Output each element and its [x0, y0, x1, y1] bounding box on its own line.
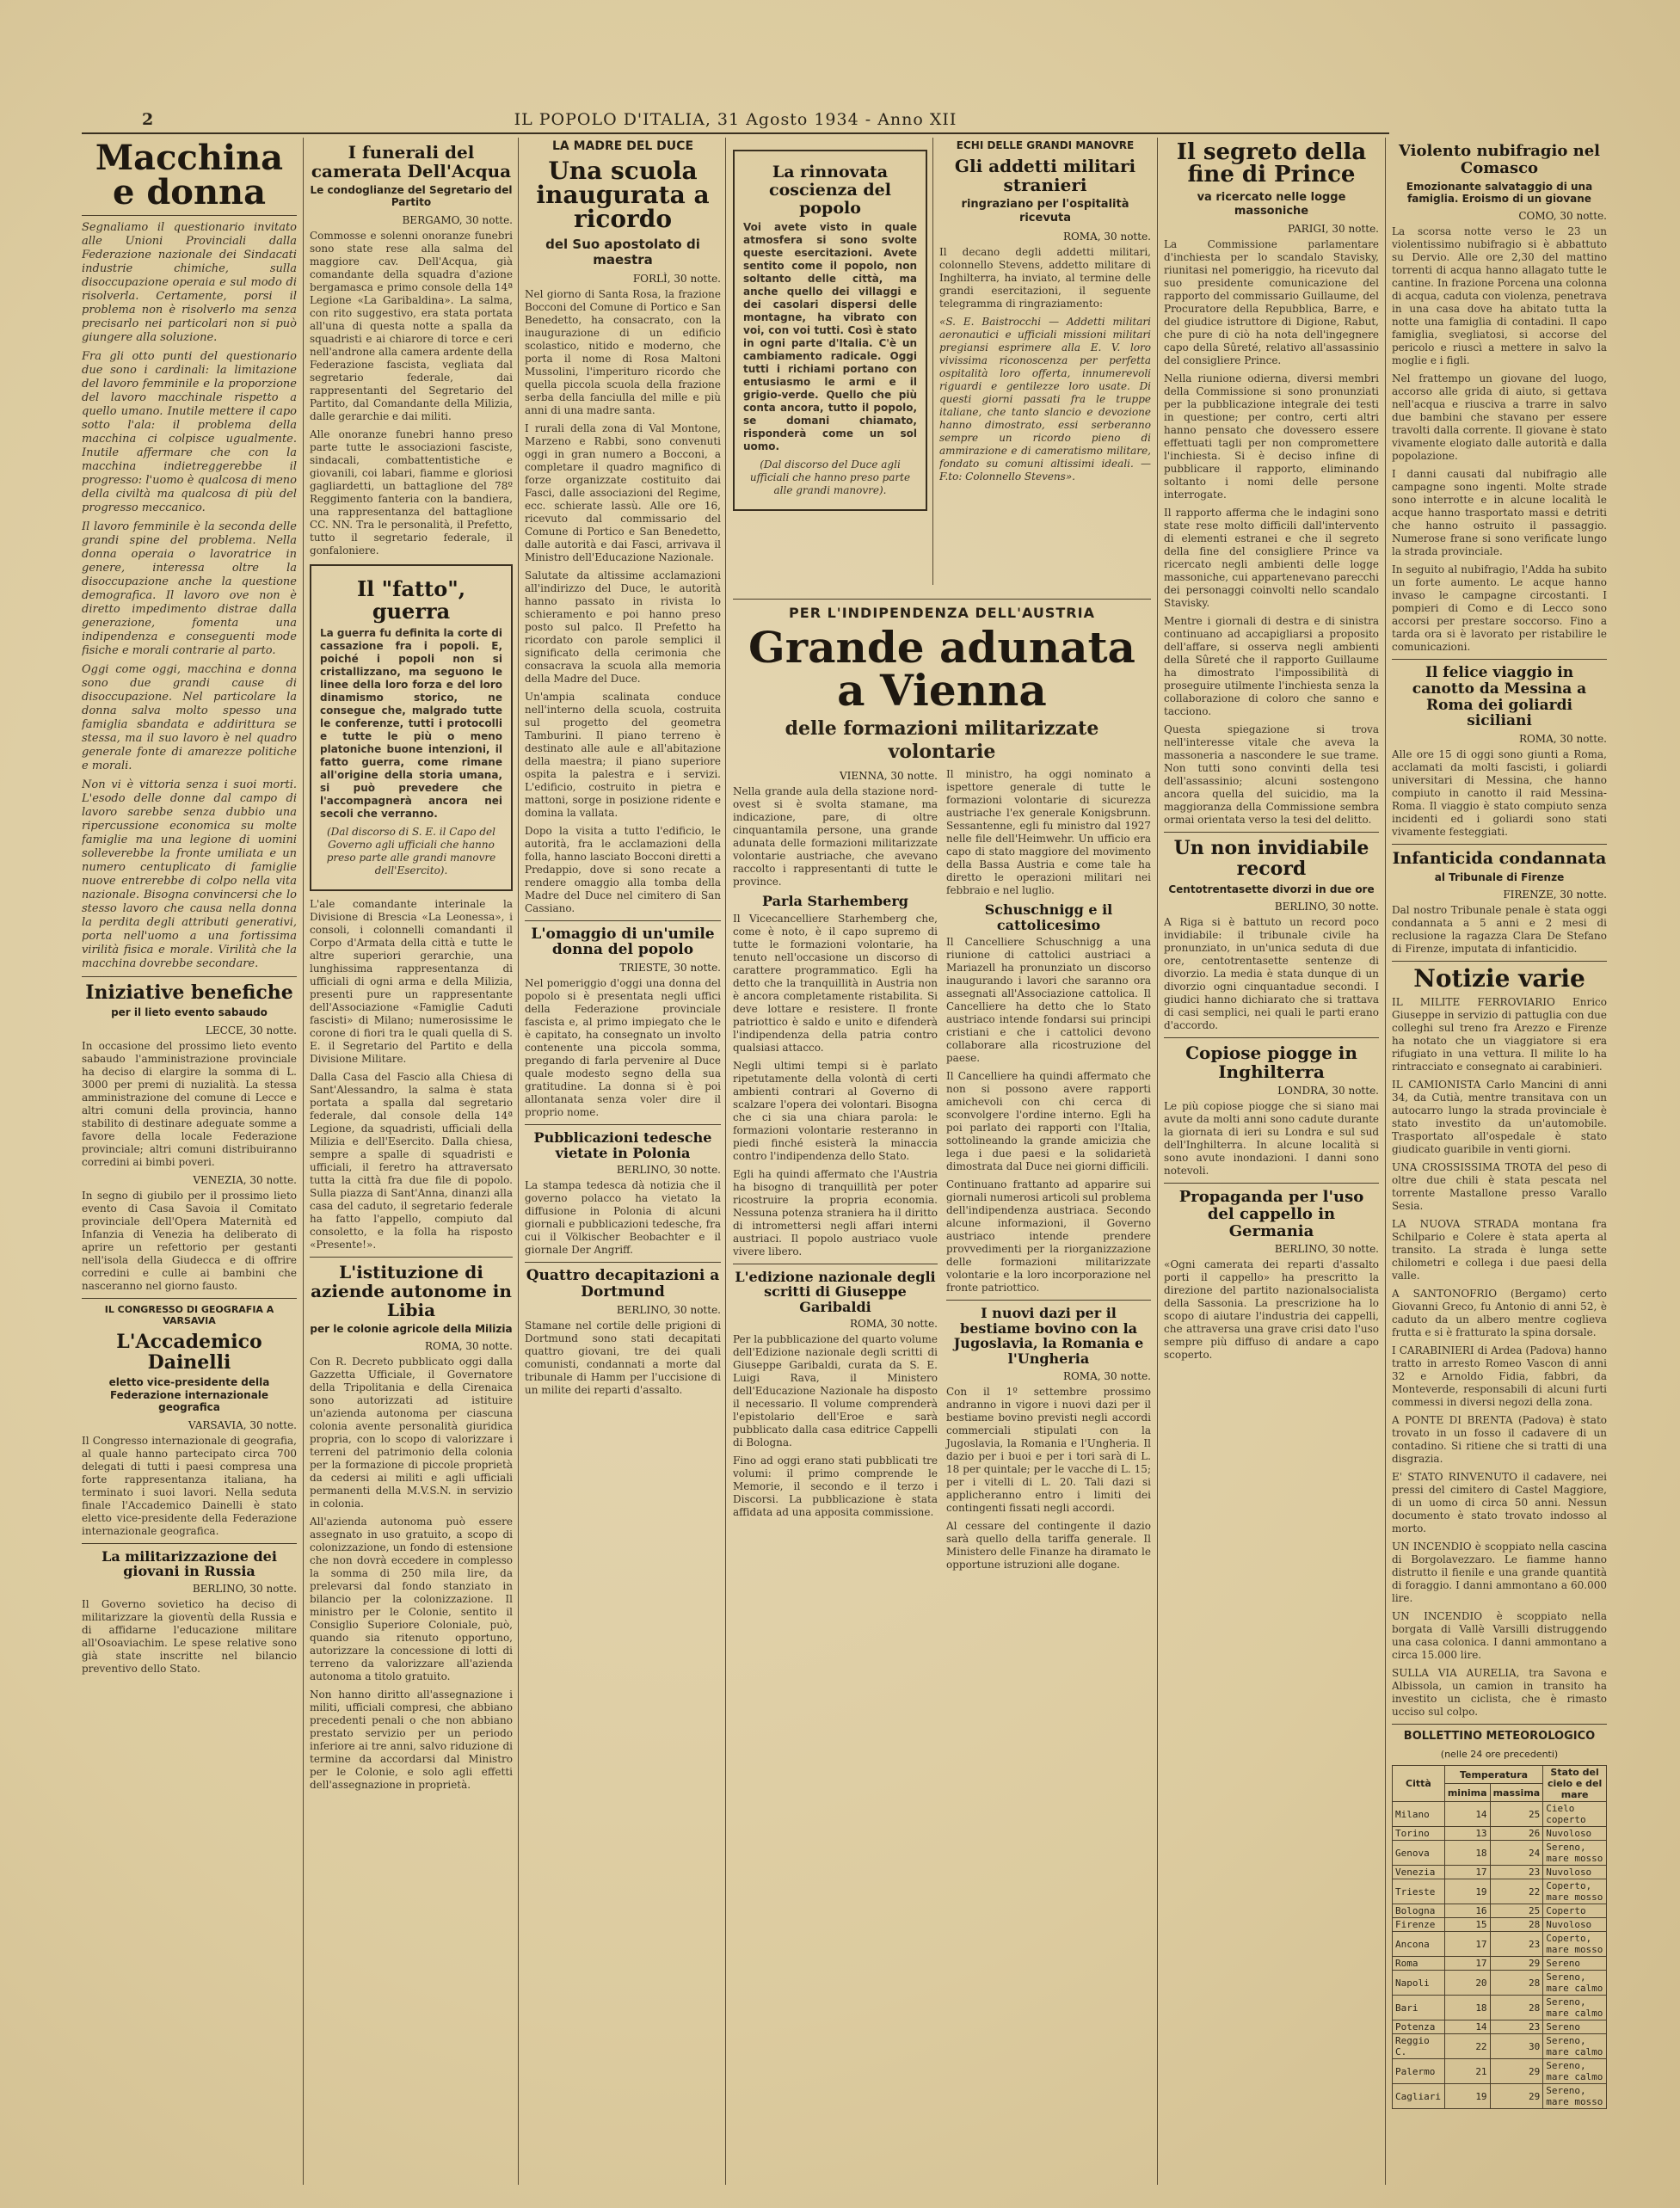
meteo-city: Ancona	[1393, 1932, 1445, 1957]
paragraph: Dalla Casa del Fascio alla Chiesa di Sant'Alessandro, la salma è stata portata a spalla dal segretario federale, dal console della 14ª Legione, da squadristi, ufficiali della Milizia e dell'Esercito. Dalla chiesa, sempre a spalle di squadristi e ufficiali, il feretro ha attraversato tutta la città fra due file di popolo. Sulla piazza di Sant'Anna, dinanzi alla casa del caduto, il segretario federale ha fatto l'appello, compiuto dal consoletto, e la folla ha risposto «Presente!».	[310, 1070, 513, 1251]
meteo-col-state: Stato del cielo e del mare	[1543, 1766, 1607, 1802]
headline: L'Accademico Dainelli	[116, 1330, 262, 1375]
dateline: LONDRA, 30 notte.	[1277, 1084, 1379, 1097]
quote-box	[733, 150, 927, 511]
paragraph: Il Congresso internazionale di geografia, al quale hanno partecipato circa 700 delegati di tutti i paesi compresa una forte rappresentanza italiana, ha terminato i suoi lavori. Nella seduta finale l'Accademico Dainelli è stato eletto vice-presidente della Federazione internazionale geografica.	[82, 1434, 297, 1537]
meteo-city: Milano	[1393, 1802, 1445, 1827]
paragraph: Continuano frattanto ad apparire sui giornali numerosi articoli sul problema dell'indipendenza austriaca. Secondo alcune informazioni, il Governo austriaco intende prendere provvedimenti per la riorganizzazione delle formazioni militarizzate volontarie e la loro incorporazione nel fronte patriottico.	[946, 1178, 1151, 1295]
subheadline: delle formazioni militarizzate volontarie	[785, 717, 1099, 763]
meteo-max: 24	[1490, 1841, 1543, 1866]
news-item: E' STATO RINVENUTO il cadavere, nei pressi del cimitero di Castel Maggiore, di un uomo di circa 50 anni. Nessun documento è stato trovato indosso al morto.	[1392, 1471, 1607, 1535]
kicker: ECHI DELLE GRANDI MANOVRE	[956, 139, 1135, 151]
headline: Quattro decapitazioni a Dortmund	[526, 1267, 720, 1301]
paragraph: La stampa tedesca dà notizia che il governo polacco ha vietato la diffusione in Polonia di alcuni giornali e pubblicazioni tedesche, fra cui il Völkischer Beobachter e il giornale Der Angriff.	[525, 1179, 721, 1257]
kicker: LA MADRE DEL DUCE	[551, 139, 694, 153]
dateline: COMO, 30 notte.	[1518, 210, 1607, 223]
dateline: ROMA, 30 notte.	[1518, 733, 1607, 746]
meteo-row	[1393, 1879, 1607, 1904]
column-rule	[1157, 138, 1158, 2185]
paragraph: Al cessare del contingente il dazio sarà quello della tariffa generale. Il Ministero delle Finanze ha diramato le opportune istruzioni alle dogane.	[946, 1519, 1151, 1571]
headline: L'edizione nazionale degli scritti di Giuseppe Garibaldi	[735, 1268, 936, 1315]
column-rule	[1385, 138, 1386, 2185]
meteo-state: Sereno	[1543, 1957, 1607, 1971]
page-number: 2	[142, 110, 155, 129]
section-heading: Parla Starhemberg	[762, 892, 908, 909]
paragraph: Fra gli otto punti del questionario due sono i cardinali: la limitazione del lavoro femminile e la proporzione del lavoro macchinale rispetto a quello umano. Inutile mettere il capo sotto l'ala: il problema della macchina ci colpisce ugualmente. Inutile affermare che con la macchina indietreggerebbe il progresso: l'uomo è qualcosa di meno della civiltà ma qualcosa di più del progresso meccanico.	[82, 350, 297, 514]
paragraph: Nel pomeriggio d'oggi una donna del popolo si è presentata negli uffici della Federazione provinciale fascista e, al primo impiegato che le è capitato, ha consegnato un involto contenente una piccola somma, pregando di farla pervenire al Duce quale modesto segno della sua gratitudine. La donna si è poi allontanata senza voler dire il proprio nome.	[525, 977, 721, 1119]
paragraph: La scorsa notte verso le 23 un violentissimo nubifragio si è abbattuto su Dervio. Alle ore 2,30 del mattino torrenti di acqua hanno allagato tutte le cantine. In frazione Porcena una colonna di acqua, caduta con violenza, penetrava in una casa dove ha abitato tutta la notte una famiglia di contadini. Il capo famiglia, svegliatosi, si accorse del pericolo e riuscì a mettere in salvo la moglie e i figli.	[1392, 225, 1607, 367]
meteo-min: 17	[1444, 1932, 1490, 1957]
paragraph: Per la pubblicazione del quarto volume dell'Edizione nazionale degli scritti di Giuseppe Garibaldi, curata da S. E. Luigi Rava, il Ministero dell'Educazione Nazionale ha disposto il necessario. Il volume comprenderà l'epistolario dell'Eroe e sarà pubblicato dalla casa editrice Cappelli di Bologna.	[733, 1333, 938, 1449]
subheadline: Emozionante salvataggio di una famiglia. Eroismo di un giovane	[1406, 180, 1593, 205]
meteo-min: 18	[1444, 1996, 1490, 2020]
meteo-row	[1393, 1957, 1607, 1971]
paragraph: Dopo la visita a tutto l'edificio, le autorità, fra le acclamazioni della folla, hanno lasciato Bocconi diretti a Predappio, dove si sono recate a rendere omaggio alla tomba della Madre del Duce nel cimitero di San Cassiano.	[525, 824, 721, 914]
dateline: BERLINO, 30 notte.	[616, 1303, 721, 1316]
meteo-city: Trieste	[1393, 1879, 1445, 1904]
dateline: BERLINO, 30 notte.	[616, 1164, 721, 1177]
meteo-min: 14	[1444, 1802, 1490, 1827]
news-item: A PONTE DI BRENTA (Padova) è stato trovato in un fosso il cadavere di un contadino. Si ritiene che si tratti di una disgrazia.	[1392, 1414, 1607, 1466]
paragraph: Dal nostro Tribunale penale è stata oggi condannata a 5 anni e 2 mesi di reclusione la ragazza Clara De Stefano di Firenze, imputata di infanticidio.	[1392, 904, 1607, 956]
column-rule	[518, 138, 519, 2185]
headline: Violento nubifragio nel Comasco	[1398, 142, 1601, 177]
meteo-min: 17	[1444, 1957, 1490, 1971]
meteo-row	[1393, 1918, 1607, 1932]
meteo-min: 19	[1444, 2084, 1490, 2109]
headline: Il felice viaggio in canotto da Messina a Roma dei goliardi siciliani	[1412, 664, 1587, 730]
meteo-col-min: minima	[1444, 1784, 1490, 1802]
dateline: TRIESTE, 30 notte.	[619, 962, 721, 975]
dateline: BERGAMO, 30 notte.	[402, 213, 513, 226]
notizie-list	[1392, 996, 1607, 1719]
meteo-max: 23	[1490, 2020, 1543, 2034]
meteo-heading: BOLLETTINO METEOROLOGICO	[1403, 1730, 1596, 1744]
subheadline: va ricercato nelle logge massoniche	[1197, 191, 1346, 218]
meteo-min: 16	[1444, 1904, 1490, 1918]
headline: I funerali del camerata Dell'Acqua	[311, 142, 512, 181]
paragraph: Stamane nel cortile delle prigioni di Dortmund sono stati decapitati quattro giovani, tre dei quali comunisti, condannati a morte dal tribunale di Hamm per l'uccisione di un milite dei reparti d'assalto.	[525, 1319, 721, 1396]
paragraph: Questa spiegazione si trova nell'interesse vitale che aveva la massoneria a nascondere le sue trame. Non tutti sono convinti della tesi dell'assassinio; alcuni sostengono ancora quella del suicidio, ma la maggioranza della Commissione sembra ormai orientata verso la tesi del delitto.	[1164, 723, 1379, 827]
paragraph: Il Cancelliere Schuschnigg a una riunione di cattolici austriaci a Mariazell ha pronunziato un discorso inaugurando i lavori che saranno ora assegnati all'Associazione cattolica. Il Cancelliere ha detto che lo Stato austriaco intende fondarsi sui principi cristiani e che i cattolici devono collaborare alla ricostruzione del paese.	[946, 936, 1151, 1065]
paragraph: Alle onoranze funebri hanno preso parte tutte le associazioni fasciste, sindacali, combattentistiche e giovanili, coi labari, fiamme e gloriosi gagliardetti, un battaglione del 78º Reggimento fanteria con la bandiera, una rappresentanza del battaglione CC. NN. Tra le personalità, il Prefetto, tutto il segretario federale, il gonfaloniere.	[310, 427, 513, 557]
paragraph: Non vi è vittoria senza i suoi morti. L'esodo delle donne dal campo di lavoro sarebbe senza dubbio una ripercussione economica su molte famiglie ma una legione di uomini solleverebbe la fronte umiliata e un numero centuplicato di famiglie nuove entrerebbe di colpo nella vita nazionale. Bisogna convincersi che lo stesso lavoro che causa nella donna la perdita degli attributi generativi, porta nell'uomo a una fortissima virilità fisica e morale. Virilità che la macchina dovrebbe secondare.	[82, 778, 297, 970]
paragraph: Nel giorno di Santa Rosa, la frazione Bocconi del Comune di Portico e San Benedetto, ha consacrato, con la inaugurazione di un edificio scolastico, nitido e moderno, che porta il nome di Rosa Maltoni Mussolini, l'imperituro ricordo che quella piccola scuola della frazione serba della fanciulla del mille e più anni di una madre santa.	[525, 287, 721, 416]
paragraph: Negli ultimi tempi si è parlato ripetutamente della volontà di certi ambienti contrari al Governo di scalzare l'opera dei volontari. Bisogna che ci sia una chiara parola: le formazioni volontarie resteranno in piedi finché esisterà la minaccia contro l'indipendenza dello Stato.	[733, 1059, 938, 1162]
news-item: UN INCENDIO è scoppiato nella borgata di Vallè Varsilli distruggendo una casa colonica. I danni ammontano a circa 15.000 lire.	[1392, 1610, 1607, 1662]
paragraph: Mentre i giornali di destra e di sinistra continuano ad accapigliarsi a proposito dell'affare, si osserva negli ambienti della Sûreté che il rapporto Guillaume ha dimostrato l'impossibilità di proseguire utilmente l'inchiesta senza la collaborazione di coloro che sanno e tacciono.	[1164, 615, 1379, 718]
paragraph: Nella grande aula della stazione nord-ovest si è svolta stamane, ma indicazione, pare, di oltre cinquantamila persone, una grande adunata delle formazioni militarizzate volontarie austriache, che avevano raccolto i rappresentanti di tutte le province.	[733, 784, 938, 888]
paragraph: Le più copiose piogge che si siano mai avute da molti anni sono cadute durante la giornata di ieri su Londra e sul sud dell'Inghilterra. In alcune località si sono avute inondazioni. I danni sono notevoli.	[1164, 1099, 1379, 1177]
subheadline: Centotrentasette divorzi in due ore	[1168, 883, 1375, 895]
meteo-max: 23	[1490, 1866, 1543, 1879]
meteo-body	[1393, 1802, 1607, 2109]
dateline: ROMA, 30 notte.	[1062, 1369, 1151, 1382]
masthead	[82, 110, 1389, 134]
paragraph: «Ogni camerata dei reparti d'assalto porti il cappello» ha prescritto la direzione del partito nazionalsocialista della Sassonia. La prescrizione ha lo scopo di aiutare l'industria dei cappelli, che attraversa una grave crisi dato l'uso sempre più diffuso di andare a capo scoperto.	[1164, 1258, 1379, 1362]
column-addetti-militari	[939, 138, 1151, 585]
dateline: BERLINO, 30 notte.	[1274, 900, 1379, 913]
headline: Una scuola inaugurata a ricordo	[536, 156, 710, 233]
paragraph: Fino ad oggi erano stati pubblicati tre volumi: il primo comprende le Memorie, il secondo e il terzo i Discorsi. La pubblicazione è stata affidata ad una apposita commissione.	[733, 1455, 938, 1519]
paragraph: La Commissione parlamentare d'inchiesta per lo scandalo Stavisky, riunitasi nel pomeriggio, ha ricevuto dal suo presidente comunicazione del rapporto del commissario Guillaume, del Procuratore della Repubblica, Barre, e del giudice istruttore di Digione, Rabut, che pure di ciò ha nota dell'ingegnere capo della Sûreté, relativo all'assassinio del consigliere Prince.	[1164, 238, 1379, 367]
paragraph: Nella riunione odierna, diversi membri della Commissione si sono pronunziati per la pubblicazione integrale dei testi in questione; per contro, certi altri hanno pensato che dovessero essere effettuati tagli per non compromettere l'inchiesta. Si è deciso infine di pubblicare il rapporto, eliminando soltanto i nomi delle persone interrogate.	[1164, 372, 1379, 501]
meteo-city: Firenze	[1393, 1918, 1445, 1932]
paragraph: Il lavoro femminile è la seconda delle grandi spine del problema. Nella donna operaia o lavoratrice in genere, interessa oltre la disoccupazione anche la questione demografica. Il lavoro ove non è diretto impedimento distrae dalla generazione, fomenta una indipendenza e conseguenti mode fisiche e morali contrarie al parto.	[82, 520, 297, 657]
section-heading: Schuschnigg e il cattolicesimo	[984, 901, 1113, 933]
headline: L'istituzione di aziende autonome in Libia	[311, 1261, 512, 1320]
meteo-city: Torino	[1393, 1827, 1445, 1841]
meteo-row	[1393, 1996, 1607, 2020]
meteo-max: 25	[1490, 1802, 1543, 1827]
column-prince	[1164, 138, 1379, 2185]
paragraph: L'ale comandante interinale la Divisione di Brescia «La Leonessa», i consoli, i colonnelli comandanti il Corpo d'Armata della città e tutte le altre superiori gerarchie, una lunghissima rappresentanza di ufficiali di ogni arma e della Milizia, presenti pure un rappresentante dell'Associazione «Famiglie Caduti fascisti» di Milano; numerosissime le corone di fiori tra le quali quella di S. E. il Segretario del Partito e della Divisione Militare.	[310, 897, 513, 1065]
meteo-state: Sereno, mare calmo	[1543, 1971, 1607, 1996]
meteo-col-city: Città	[1393, 1766, 1445, 1802]
meteo-state: Cielo coperto	[1543, 1802, 1607, 1827]
paragraph: Con R. Decreto pubblicato oggi dalla Gazzetta Ufficiale, il Governatore della Tripolitania e della Cirenaica sono autorizzati ad istituire un'azienda autonoma per ciascuna colonia avente personalità giuridica propria, con lo scopo di valorizzare i terreni del patrimonio della colonia per la formazione di piccole proprietà da cedersi ai militi e agli ufficiali permanenti della M.V.S.N. in servizio in colonia.	[310, 1355, 513, 1510]
meteo-min: 22	[1444, 2034, 1490, 2059]
meteo-min: 17	[1444, 1866, 1490, 1879]
meteo-min: 18	[1444, 1841, 1490, 1866]
news-item: SULLA VIA AURELIA, tra Savona e Albissola, un camion in transito ha investito un ciclista, che è rimasto ucciso sul colpo.	[1392, 1667, 1607, 1719]
meteo-state: Coperto, mare mosso	[1543, 1879, 1607, 1904]
paragraph: Non hanno diritto all'assegnazione i militi, ufficiali compresi, che abbiano precedenti penali o che non abbiano prestato servizio per un periodo inferiore ai tre anni, salvo riduzione di termine da accordarsi dal Ministro per le Colonie, e solo agli effetti dell'assegnazione in proprietà.	[310, 1688, 513, 1791]
headline: Grande adunata a Vienna	[748, 622, 1135, 717]
meteo-city: Palermo	[1393, 2059, 1445, 2084]
column-rule	[725, 138, 726, 2185]
paragraph: In segno di giubilo per il prossimo lieto evento di Casa Savoia il Comitato provinciale dell'Opera Maternità ed Infanzia di Venezia ha deliberato di aprire un refettorio per gestanti nell'isola della Giudecca e di offrire corredini e culle ai bambini che nasceranno nel giorno fausto.	[82, 1189, 297, 1292]
meteo-max: 29	[1490, 2059, 1543, 2084]
section-vienna	[733, 594, 1151, 2185]
paragraph: Segnaliamo il questionario invitato alle Unioni Provinciali dalla Federazione nazionale dei Sindacati industrie chimiche, sulla disoccupazione operaia e sul modo di risolverla. Certamente, porsi il problema non è risolverlo ma senza precisarlo nei particolari non si può giungere alla soluzione.	[82, 221, 297, 344]
meteo-row	[1393, 1904, 1607, 1918]
meteo-row	[1393, 1841, 1607, 1866]
subheadline: per le colonie agricole della Milizia	[310, 1322, 513, 1335]
subheadline: al Tribunale di Firenze	[1434, 871, 1565, 884]
subheadline: Le condoglianze del Segretario del Partito	[310, 184, 513, 209]
box-text: Voi avete visto in quale atmosfera si sono svolte queste esercitazioni. Avete sentito come il popolo, non soltanto delle città, ma anche quello dei villaggi e dei casolari dispersi delle montagne, ha vibrato con voi, con voi tutti. Così è stato in ogni parte d'Italia. C'è un cambiamento radicale. Oggi tutti i richiami portano con entusiasmo le armi e il grigio-verde. Quello che più conta ancora, tutto il popolo, se domani chiamato, risponderà come un sol uomo.	[743, 220, 917, 452]
meteo-table	[1392, 1765, 1607, 2109]
paragraph: I danni causati dal nubifragio alle campagne sono ingenti. Molte strade sono interrotte e in alcune località le acque hanno trasportato massi e detriti che hanno ostruito il passaggio. Numerose frane si sono verificate lungo la strada provinciale.	[1392, 468, 1607, 558]
meteo-state: Nuvoloso	[1543, 1827, 1607, 1841]
headline: Un non invidiabile record	[1173, 837, 1369, 881]
meteo-state: Sereno, mare calmo	[1543, 2034, 1607, 2059]
headline: Il segreto della fine di Prince	[1176, 139, 1367, 188]
paragraph: Egli ha quindi affermato che l'Austria ha bisogno di tranquillità per poter ricostruire la propria economia. Nessuna potenza straniera ha il diritto di intromettersi negli affari interni austriaci. Il popolo austriaco vuole vivere libero.	[733, 1167, 938, 1258]
dateline: ROMA, 30 notte.	[849, 1318, 938, 1331]
meteo-state: Sereno, mare mosso	[1543, 2084, 1607, 2109]
paragraph: Il Governo sovietico ha deciso di militarizzare la gioventù della Russia e di affidarne l'educazione militare all'Osoaviachim. Le spese relative sono già state inscritte nel bilancio preventivo dello Stato.	[82, 1597, 297, 1675]
column-rule	[932, 138, 933, 585]
paragraph: In seguito al nubifragio, l'Adda ha subito un forte aumento. Le acque hanno invaso le campagne circostanti. I pompieri di Como e di Lecco sono accorsi per prestare soccorso. Fino a tarda ora si è lavorato per ristabilire le comunicazioni.	[1392, 563, 1607, 654]
meteo-max: 30	[1490, 2034, 1543, 2059]
meteo-state: Coperto	[1543, 1904, 1607, 1918]
meteo-row	[1393, 1932, 1607, 1957]
meteo-city: Reggio C.	[1393, 2034, 1445, 2059]
dateline: VIENNA, 30 notte.	[839, 769, 938, 782]
headline: Propaganda per l'uso del cappello in Germania	[1178, 1187, 1364, 1240]
meteo-min: 14	[1444, 2020, 1490, 2034]
column-macchina-e-donna	[82, 138, 297, 2185]
vienna-columns	[733, 768, 1151, 1577]
paragraph: «S. E. Baistrocchi — Addetti militari aeronautici e ufficiali missioni militari pregiansi esprimere alla E. V. loro vivissima riconoscenza per perfetta ospitalità loro offerta, innumerevoli riguardi e gentilezze loro usate. Di questi giorni passati fra le truppe italiane, che tanto slancio e devozione hanno dimostrato, essi serberanno sempre un ricordo pieno di ammirazione e di cameratismo militare, fondato su comuni altissimi ideali. — F.to: Colonnello Stevens».	[939, 315, 1151, 483]
meteo-min: 15	[1444, 1918, 1490, 1932]
paragraph: Oggi come oggi, macchina e donna sono due grandi cause di disoccupazione. Nel particolare la donna salva molto spesso una famiglia sbandata e addirittura se stessa, ma il suo lavoro è nel quadro generale fonte di amarezze politiche e morali.	[82, 663, 297, 772]
meteo-row	[1393, 1802, 1607, 1827]
meteo-max: 28	[1490, 1918, 1543, 1932]
box-caption: (Dal discorso di S. E. il Capo del Governo agli ufficiali che hanno preso parte alle grandi manovre dell'Esercito).	[326, 825, 496, 876]
meteo-row	[1393, 1827, 1607, 1841]
paragraph: Il decano degli addetti militari, colonnello Stevens, addetto militare di Inghilterra, ha inviato, al termine delle grandi esercitazioni, il seguente telegramma di ringraziamento:	[939, 245, 1151, 310]
paragraph: Il rapporto afferma che le indagini sono state rese molto difficili dall'intervento di elementi estranei e che il segreto della fine del consigliere Prince va ricercato negli ambienti delle logge massoniche, cui appartenevano parecchi dei personaggi coinvolti nello scandalo Stavisky.	[1164, 507, 1379, 610]
dateline: PARIGI, 30 notte.	[1288, 223, 1379, 236]
meteo-city: Venezia	[1393, 1866, 1445, 1879]
meteo-max: 29	[1490, 2084, 1543, 2109]
meteo-state: Sereno, mare calmo	[1543, 2059, 1607, 2084]
meteo-row	[1393, 2084, 1607, 2109]
dateline: FIRENZE, 30 notte.	[1503, 889, 1607, 901]
box-text: La guerra fu definita la corte di cassazione fra i popoli. E, poiché i popoli non si cristallizzano, ma seguono le linee della loro forza e del loro dinamismo storico, ne consegue che, malgrado tutte le conferenze, tutti i protocolli e tutte le più o meno platoniche buone intenzioni, il fatto guerra, come rimane all'origine della storia umana, si può prevedere che l'accompagnerà ancora nei secoli che verranno.	[320, 626, 502, 820]
paragraph: Il ministro, ha oggi nominato a ispettore generale di tutte le formazioni volontarie di sicurezza austriache l'ex generale Konigsbrunn. Sessantenne, egli fu ministro dal 1927 nelle file dell'Heimwehr. Un ufficio era capo di stato maggiore del movimento della Bassa Austria e come tale ha diretto le operazioni militari nei febbraio e nel luglio.	[946, 767, 1151, 896]
meteo-row	[1393, 2059, 1607, 2084]
meteo-max: 29	[1490, 1957, 1543, 1971]
news-item: UNA CROSSISSIMA TROTA del peso di oltre due chili è stata pescata nel torrente Mastallone presso Varallo Sesia.	[1392, 1161, 1607, 1213]
meteo-city: Bari	[1393, 1996, 1445, 2020]
headline: Pubblicazioni tedesche vietate in Polonia	[533, 1129, 712, 1161]
dateline: ROMA, 30 notte.	[1062, 230, 1151, 243]
column-madre-del-duce	[525, 138, 721, 2185]
dateline: VARSAVIA, 30 notte.	[188, 1418, 297, 1431]
meteo-state: Sereno	[1543, 2020, 1607, 2034]
headline: Infanticida condannata	[1392, 849, 1607, 869]
meteo-city: Cagliari	[1393, 2084, 1445, 2109]
meteo-min: 20	[1444, 1971, 1490, 1996]
paragraph: I rurali della zona di Val Montone, Marzeno e Rabbi, sono convenuti oggi in gran numero a Bocconi, a completare il quadro magnifico di forze organizzate costituito dai Fasci, dalle associazioni del Regime, ecc. schierate lassù. Alle ore 16, ricevuto dal commissario del Comune di Portico e San Benedetto, dalle autorità e dai Fasci, arrivava il Ministro dell'Educazione Nazionale.	[525, 421, 721, 563]
box-headline: Il "fatto", guerra	[356, 575, 466, 624]
meteo-max: 26	[1490, 1827, 1543, 1841]
vienna-col-left	[733, 768, 938, 1577]
news-item: LA NUOVA STRADA montana fra Schilpario e Colere è stata aperta al transito. La strada è lunga sette chilometri e collega i due paesi della valle.	[1392, 1218, 1607, 1282]
meteo-min: 13	[1444, 1827, 1490, 1841]
headline: Copiose piogge in Inghilterra	[1185, 1042, 1357, 1082]
subheadline: del Suo apostolato di maestra	[545, 236, 700, 268]
masthead-title: IL POPOLO D'ITALIA, 31 Agosto 1934 - Anno XII	[514, 110, 957, 129]
column-rule	[303, 138, 304, 2185]
headline: I nuovi dazi per il bestiame bovino con la Jugoslavia, la Romania e l'Ungheria	[953, 1305, 1144, 1367]
column-nubifragio	[1392, 138, 1607, 2185]
quote-box	[310, 564, 513, 891]
meteo-row	[1393, 2034, 1607, 2059]
column-funerali	[310, 138, 513, 2185]
kicker: PER L'INDIPENDENZA DELL'AUSTRIA	[789, 605, 1095, 621]
meteo-max: 28	[1490, 1971, 1543, 1996]
headline: Macchina e donna	[95, 138, 284, 212]
paragraph: Il Cancelliere ha quindi affermato che non si possono avere rapporti amichevoli con chi cerca di sconvolgere l'ordine interno. Egli ha poi parlato dei rapporti con l'Italia, sottolineando la grande amicizia che lega i due paesi e la solidarietà dimostrata dal Duce nei giorni difficili.	[946, 1070, 1151, 1173]
subheadline: eletto vice-presidente della Federazione internazionale geografica	[108, 1376, 270, 1414]
paragraph: Commosse e solenni onoranze funebri sono state rese alla salma del maggiore cav. Dell'Acqua, già comandante della squadra d'azione bergamasca e primo console della 14ª Legione «La Garibaldina». La salma, con rito suggestivo, era stata portata all'una di questa notte a spalla da squadristi e ai chiarore di torce e ceri nell'androne alla camera ardente della Federazione fascista, vegliata dal segretario federale, dai rappresentanti del Segretario del Partito, dal Comandante della Milizia, dalle gerarchie e dai militi.	[310, 229, 513, 422]
meteo-row	[1393, 1971, 1607, 1996]
paragraph: All'azienda autonoma può essere assegnato in uso gratuito, a scopo di colonizzazione, un fondo di estensione che non dovrà eccedere in complesso la somma di 250 mila lire, da prelevarsi dal fondo stanziato in bilancio per la colonizzazione. Il ministro per le Colonie, sentito il Consiglio Superiore Coloniale, può, quando sia ritenuto opportuno, autorizzare la concessione di lotti di terreno da valorizzare all'azienda autonoma a titolo gratuito.	[310, 1515, 513, 1682]
meteo-max: 25	[1490, 1904, 1543, 1918]
column-rinnovata-coscienza	[733, 138, 927, 585]
news-item: IL MILITE FERROVIARIO Enrico Giuseppe in servizio di pattuglia con due colleghi sul treno fra Arezzo e Firenze ha notato che un viaggiatore si era rifugiato in una vettura. Il milite lo ha rintracciato e consegnato ai carabinieri.	[1392, 996, 1607, 1073]
vienna-col-right	[946, 768, 1151, 1577]
paragraph: A Riga si è battuto un record poco invidiabile: il tribunale civile ha pronunziato, in un'unica seduta di due ore, centotrentasette sentenze di divorzio. La media è stata dunque di un divorzio ogni cinquantadue secondi. I giudici hanno dichiarato che si trattava di casi semplici, nei quali le parti erano d'accordo.	[1164, 915, 1379, 1031]
meteo-city: Genova	[1393, 1841, 1445, 1866]
dateline: BERLINO, 30 notte.	[1274, 1243, 1379, 1256]
dateline: ROMA, 30 notte.	[424, 1339, 513, 1352]
news-item: UN INCENDIO è scoppiato nella cascina di Borgolavezzaro. Le fiamme hanno distrutto il fienile e una grande quantità di foraggio. I danni ammontano a 60.000 lire.	[1392, 1541, 1607, 1605]
paragraph: Salutate da altissime acclamazioni all'indirizzo del Duce, le autorità hanno passato in rivista lo schieramento e poi hanno preso posto sul palco. Il Prefetto ha ricordato con parole semplici il significato della cerimonia che consacrava la scuola alla memoria della Madre del Duce.	[525, 569, 721, 685]
paragraph: Nel frattempo un giovane del luogo, accorso alle grida di aiuto, si gettava nell'acqua e riusciva a trarre in salvo due bambini che stavano per essere travolti dalla corrente. Il giovane è stato vivamente elogiato dalle autorità e dalla popolazione.	[1392, 372, 1607, 463]
headline: Notizie varie	[1413, 964, 1585, 993]
banner: IL CONGRESSO DI GEOGRAFIA A VARSAVIA	[104, 1303, 274, 1326]
meteo-city: Bologna	[1393, 1904, 1445, 1918]
meteo-state: Nuvoloso	[1543, 1918, 1607, 1932]
meteo-city: Roma	[1393, 1957, 1445, 1971]
meteo-min: 19	[1444, 1879, 1490, 1904]
meteo-max: 23	[1490, 1932, 1543, 1957]
meteo-state: Sereno, mare mosso	[1543, 1841, 1607, 1866]
box-caption: (Dal discorso del Duce agli ufficiali che hanno preso parte alle grandi manovre).	[749, 458, 911, 496]
meteo-city: Potenza	[1393, 2020, 1445, 2034]
paragraph: Con il 1º settembre prossimo andranno in vigore i nuovi dazi per il bestiame bovino previsti negli accordi commerciali stipulati con la Jugoslavia, la Romania e l'Ungheria. Il dazio per i buoi e per i tori sarà di L. 18 per quintale; per le vacche di L. 15; per i vitelli di L. 20. Tali dazi si applicheranno entro i limiti dei contingenti fissati negli accordi.	[946, 1385, 1151, 1514]
meteo-max: 28	[1490, 1996, 1543, 2020]
meteo-state: Nuvoloso	[1543, 1866, 1607, 1879]
headline: L'omaggio di un'umile donna del popolo	[531, 925, 715, 959]
headline: Gli addetti militari stranieri	[954, 156, 1136, 196]
meteo-row	[1393, 2020, 1607, 2034]
paragraph: In occasione del prossimo lieto evento sabaudo l'amministrazione provinciale ha deciso di elargire la somma di L. 3000 per premi di nuzialità. La stessa amministrazione del comune di Lecce e altri comuni della provincia, hanno stabilito di destinare adeguate somme a favore della locale Federazione provinciale; altri comuni distribuiranno corredini ai bimbi poveri.	[82, 1039, 297, 1168]
news-item: A SANTONOFRIO (Bergamo) certo Giovanni Greco, fu Antonio di anni 52, è caduto da un albero mentre coglieva frutta e si è fratturato la spina dorsale.	[1392, 1288, 1607, 1339]
dateline: VENEZIA, 30 notte.	[193, 1173, 297, 1186]
meteo-col-max: massima	[1490, 1784, 1543, 1802]
paragraph: Un'ampia scalinata conduce nell'interno della scuola, costruita sul progetto del geometra Tamburini. Il piano terreno è destinato alle aule e all'abitazione della maestra; il piano superiore ospita la palestra e i servizi. L'edificio, costruito in pietra e mattoni, sorge in posizione ridente e domina la vallata.	[525, 690, 721, 819]
headline: La militarizzazione dei giovani in Russia	[102, 1547, 277, 1580]
dateline: LECCE, 30 notte.	[205, 1024, 297, 1036]
dateline: BERLINO, 30 notte.	[192, 1582, 297, 1595]
dateline: FORLÌ, 30 notte.	[632, 272, 721, 285]
meteo-city: Napoli	[1393, 1971, 1445, 1996]
meteo-state: Coperto, mare mosso	[1543, 1932, 1607, 1957]
subheadline: per il lieto evento sabaudo	[111, 1006, 268, 1019]
paragraph: Il Vicecancelliere Starhemberg che, come è noto, è il capo supremo di tutte le formazioni volontarie, ha tenuto nell'occasione un discorso di carattere programmatico. Egli ha detto che la tranquillità in Austria non è ancora completamente ristabilita. Si deve lottare e resistere. Il fronte patriottico è saldo e unito e difenderà l'indipendenza della patria contro qualsiasi attacco.	[733, 912, 938, 1054]
meteo-state: Sereno, mare calmo	[1543, 1996, 1607, 2020]
news-item: I CARABINIERI di Ardea (Padova) hanno tratto in arresto Romeo Vascon di anni 32 e Arnoldo Fidia, fabbri, da Monteverde, responsabili di alcuni furti commessi in diversi negozi della zona.	[1392, 1344, 1607, 1409]
news-item: IL CAMIONISTA Carlo Mancini di anni 34, da Cutià, mentre transitava con un autocarro lungo la strada provinciale è stato investito da un'automobile. Trasportato all'ospedale è stato giudicato guaribile in venti giorni.	[1392, 1079, 1607, 1156]
headline: Iniziative benefiche	[85, 981, 293, 1004]
subheadline: ringraziano per l'ospitalità ricevuta	[961, 198, 1129, 224]
box-headline: La rinnovata coscienza del popolo	[769, 163, 891, 218]
meteo-row	[1393, 1866, 1607, 1879]
paragraph: Alle ore 15 di oggi sono giunti a Roma, acclamati da molti fascisti, i goliardi universitari di Messina, che hanno compiuto in canotto il raid Messina-Roma. Il viaggio è stato compiuto senza incidenti ed i goliardi sono stati vivamente festeggiati.	[1392, 748, 1607, 839]
meteo-max: 22	[1490, 1879, 1543, 1904]
meteo-col-temp: Temperatura	[1444, 1766, 1542, 1784]
meteo-min: 21	[1444, 2059, 1490, 2084]
meteo-subheading: (nelle 24 ore precedenti)	[1440, 1749, 1559, 1760]
